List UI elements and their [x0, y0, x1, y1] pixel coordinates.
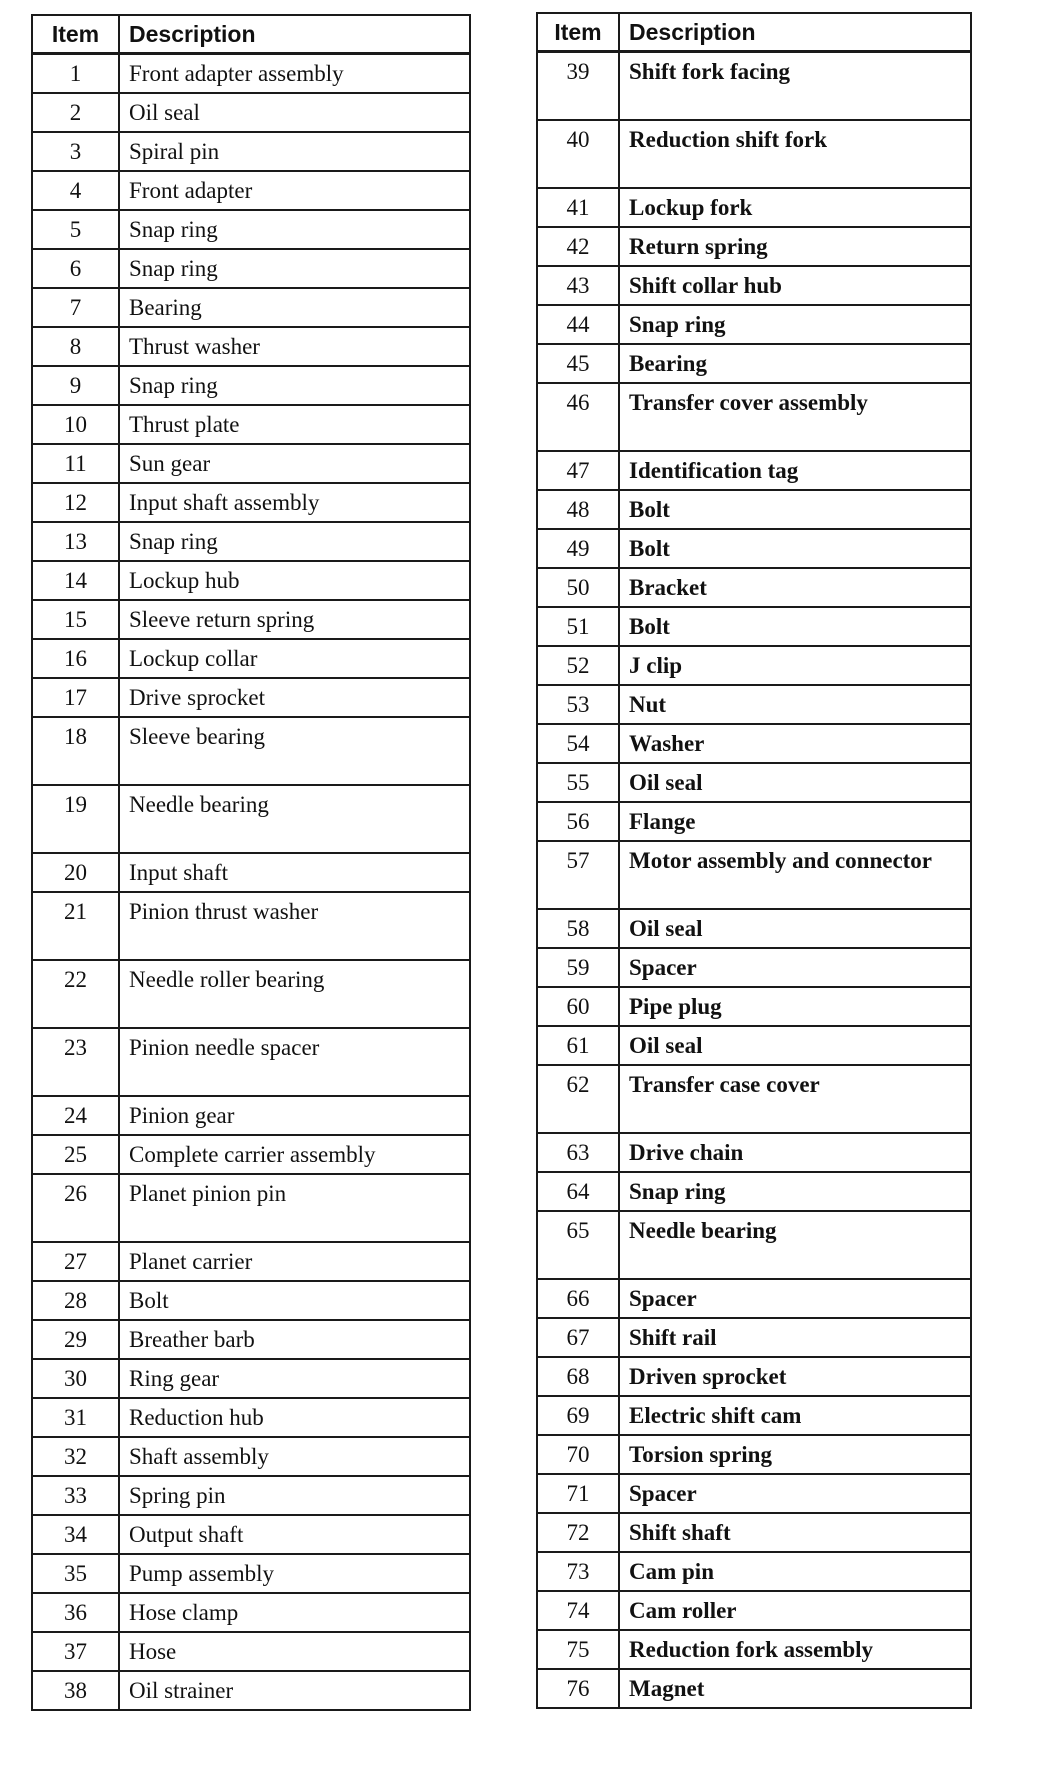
item-number: 74 [537, 1591, 619, 1630]
item-number: 22 [32, 960, 119, 1028]
parts-table-right [536, 12, 972, 1709]
item-number: 75 [537, 1630, 619, 1669]
item-description: Input shaft assembly [119, 483, 470, 522]
item-description: Transfer case cover [619, 1065, 971, 1133]
table-row [32, 483, 470, 522]
item-number: 24 [32, 1096, 119, 1135]
table-row [537, 451, 971, 490]
item-description: Oil seal [619, 763, 971, 802]
item-description: Sleeve bearing [119, 717, 470, 785]
item-number: 32 [32, 1437, 119, 1476]
item-description: Reduction fork assembly [619, 1630, 971, 1669]
item-number: 1 [32, 54, 119, 94]
item-number: 39 [537, 52, 619, 121]
table-row [32, 1242, 470, 1281]
item-number: 21 [32, 892, 119, 960]
table-row [32, 444, 470, 483]
table-row [32, 54, 470, 94]
item-number: 16 [32, 639, 119, 678]
item-number: 51 [537, 607, 619, 646]
item-description: Bracket [619, 568, 971, 607]
item-description: Oil strainer [119, 1671, 470, 1710]
table-row [32, 1632, 470, 1671]
table-row [537, 52, 971, 121]
item-number: 15 [32, 600, 119, 639]
item-number: 66 [537, 1279, 619, 1318]
item-description: Flange [619, 802, 971, 841]
item-description: Shift rail [619, 1318, 971, 1357]
item-number: 48 [537, 490, 619, 529]
table-row [537, 1211, 971, 1279]
table-row [32, 366, 470, 405]
table-row [32, 1281, 470, 1320]
item-description: Nut [619, 685, 971, 724]
item-description: Bearing [119, 288, 470, 327]
table-row [32, 1476, 470, 1515]
table-row [537, 1279, 971, 1318]
item-description: Thrust washer [119, 327, 470, 366]
item-number: 62 [537, 1065, 619, 1133]
parts-list-left [32, 54, 470, 1711]
table-row [32, 93, 470, 132]
item-number: 73 [537, 1552, 619, 1591]
item-description: Sun gear [119, 444, 470, 483]
item-description: Snap ring [619, 1172, 971, 1211]
item-number: 26 [32, 1174, 119, 1242]
item-description: Planet pinion pin [119, 1174, 470, 1242]
table-header-row [32, 15, 470, 54]
item-number: 20 [32, 853, 119, 892]
table-row [32, 1671, 470, 1710]
item-number: 27 [32, 1242, 119, 1281]
table-row [32, 132, 470, 171]
item-number: 10 [32, 405, 119, 444]
item-number: 57 [537, 841, 619, 909]
item-description: Front adapter [119, 171, 470, 210]
table-row [32, 785, 470, 853]
table-row [32, 678, 470, 717]
item-description: Snap ring [119, 210, 470, 249]
item-number: 8 [32, 327, 119, 366]
item-number: 13 [32, 522, 119, 561]
table-row [537, 1065, 971, 1133]
item-number: 49 [537, 529, 619, 568]
item-description: Shift shaft [619, 1513, 971, 1552]
table-row [537, 685, 971, 724]
item-number: 11 [32, 444, 119, 483]
table-row [32, 249, 470, 288]
table-row [537, 344, 971, 383]
item-description: Pinion needle spacer [119, 1028, 470, 1096]
item-description: Transfer cover assembly [619, 383, 971, 451]
item-description: Return spring [619, 227, 971, 266]
item-number: 5 [32, 210, 119, 249]
item-number: 43 [537, 266, 619, 305]
item-number: 12 [32, 483, 119, 522]
item-description: Shaft assembly [119, 1437, 470, 1476]
item-number: 31 [32, 1398, 119, 1437]
item-description: Needle bearing [119, 785, 470, 853]
item-number: 54 [537, 724, 619, 763]
item-number: 59 [537, 948, 619, 987]
item-description: Bolt [619, 529, 971, 568]
table-row [537, 1591, 971, 1630]
item-description: Reduction hub [119, 1398, 470, 1437]
item-description: Spiral pin [119, 132, 470, 171]
table-row [32, 853, 470, 892]
table-row [32, 1398, 470, 1437]
item-number: 47 [537, 451, 619, 490]
item-number: 14 [32, 561, 119, 600]
item-number: 36 [32, 1593, 119, 1632]
item-number: 71 [537, 1474, 619, 1513]
item-description: Oil seal [619, 909, 971, 948]
item-description: Needle bearing [619, 1211, 971, 1279]
item-description: Snap ring [619, 305, 971, 344]
table-row [32, 639, 470, 678]
parts-table-left [31, 14, 471, 1711]
table-header-row [537, 13, 971, 52]
item-description: Reduction shift fork [619, 120, 971, 188]
item-description: Drive chain [619, 1133, 971, 1172]
item-description: Breather barb [119, 1320, 470, 1359]
table-row [32, 1135, 470, 1174]
item-number: 37 [32, 1632, 119, 1671]
item-description: Washer [619, 724, 971, 763]
table-row [537, 802, 971, 841]
item-description: Input shaft [119, 853, 470, 892]
item-description: Hose clamp [119, 1593, 470, 1632]
item-description: Spacer [619, 948, 971, 987]
column-header-item: Item [537, 13, 619, 52]
item-description: Output shaft [119, 1515, 470, 1554]
item-description: Motor assembly and connector [619, 841, 971, 909]
item-number: 25 [32, 1135, 119, 1174]
table-row [32, 1437, 470, 1476]
item-description: Sleeve return spring [119, 600, 470, 639]
table-row [537, 1172, 971, 1211]
item-description: Planet carrier [119, 1242, 470, 1281]
table-row [537, 1133, 971, 1172]
item-number: 2 [32, 93, 119, 132]
table-row [32, 1096, 470, 1135]
table-row [537, 227, 971, 266]
column-header-item: Item [32, 15, 119, 54]
item-description: Shift fork facing [619, 52, 971, 121]
item-description: Lockup collar [119, 639, 470, 678]
table-row [32, 171, 470, 210]
table-row [537, 383, 971, 451]
item-number: 6 [32, 249, 119, 288]
column-header-description: Description [619, 13, 971, 52]
item-number: 9 [32, 366, 119, 405]
item-number: 70 [537, 1435, 619, 1474]
item-number: 60 [537, 987, 619, 1026]
item-number: 69 [537, 1396, 619, 1435]
item-description: Ring gear [119, 1359, 470, 1398]
item-description: Thrust plate [119, 405, 470, 444]
table-row [537, 724, 971, 763]
table-row [537, 568, 971, 607]
item-number: 34 [32, 1515, 119, 1554]
item-description: Pinion gear [119, 1096, 470, 1135]
table-row [537, 1396, 971, 1435]
table-row [32, 1359, 470, 1398]
item-description: Driven sprocket [619, 1357, 971, 1396]
table-row [32, 600, 470, 639]
table-row [537, 987, 971, 1026]
table-row [537, 841, 971, 909]
item-description: Electric shift cam [619, 1396, 971, 1435]
table-row [537, 607, 971, 646]
item-number: 17 [32, 678, 119, 717]
item-number: 38 [32, 1671, 119, 1710]
table-row [537, 1026, 971, 1065]
item-description: Lockup fork [619, 188, 971, 227]
item-number: 55 [537, 763, 619, 802]
item-number: 29 [32, 1320, 119, 1359]
table-row [32, 960, 470, 1028]
item-number: 58 [537, 909, 619, 948]
item-description: Spacer [619, 1474, 971, 1513]
item-description: Spacer [619, 1279, 971, 1318]
item-number: 18 [32, 717, 119, 785]
item-description: Pinion thrust washer [119, 892, 470, 960]
item-description: Drive sprocket [119, 678, 470, 717]
table-row [537, 1630, 971, 1669]
item-number: 40 [537, 120, 619, 188]
table-row [537, 1435, 971, 1474]
item-description: Snap ring [119, 249, 470, 288]
item-number: 67 [537, 1318, 619, 1357]
item-number: 3 [32, 132, 119, 171]
table-row [32, 210, 470, 249]
item-description: Needle roller bearing [119, 960, 470, 1028]
table-row [537, 763, 971, 802]
item-description: Cam pin [619, 1552, 971, 1591]
table-row [537, 305, 971, 344]
table-row [537, 909, 971, 948]
item-description: Cam roller [619, 1591, 971, 1630]
item-number: 65 [537, 1211, 619, 1279]
item-number: 7 [32, 288, 119, 327]
table-row [537, 1474, 971, 1513]
table-row [32, 1174, 470, 1242]
item-description: Snap ring [119, 522, 470, 561]
item-description: Bolt [619, 490, 971, 529]
item-description: Oil seal [119, 93, 470, 132]
item-description: Hose [119, 1632, 470, 1671]
item-description: Magnet [619, 1669, 971, 1708]
item-description: Lockup hub [119, 561, 470, 600]
table-row [32, 1515, 470, 1554]
item-description: Bolt [619, 607, 971, 646]
item-number: 41 [537, 188, 619, 227]
item-number: 30 [32, 1359, 119, 1398]
table-row [537, 266, 971, 305]
item-description: Torsion spring [619, 1435, 971, 1474]
table-row [537, 948, 971, 987]
table-row [537, 1357, 971, 1396]
item-number: 72 [537, 1513, 619, 1552]
item-description: Oil seal [619, 1026, 971, 1065]
item-number: 46 [537, 383, 619, 451]
item-number: 63 [537, 1133, 619, 1172]
item-number: 45 [537, 344, 619, 383]
table-row [32, 1593, 470, 1632]
item-number: 28 [32, 1281, 119, 1320]
table-row [32, 892, 470, 960]
item-number: 23 [32, 1028, 119, 1096]
table-row [32, 1554, 470, 1593]
item-number: 33 [32, 1476, 119, 1515]
table-row [32, 405, 470, 444]
table-row [537, 490, 971, 529]
item-number: 64 [537, 1172, 619, 1211]
item-description: Identification tag [619, 451, 971, 490]
item-description: Spring pin [119, 1476, 470, 1515]
item-number: 56 [537, 802, 619, 841]
item-number: 35 [32, 1554, 119, 1593]
table-row [537, 1669, 971, 1708]
item-description: Complete carrier assembly [119, 1135, 470, 1174]
table-row [32, 717, 470, 785]
item-description: Bearing [619, 344, 971, 383]
table-row [537, 1318, 971, 1357]
table-row [537, 529, 971, 568]
item-number: 76 [537, 1669, 619, 1708]
item-number: 68 [537, 1357, 619, 1396]
item-description: Front adapter assembly [119, 54, 470, 94]
item-number: 52 [537, 646, 619, 685]
table-row [32, 1028, 470, 1096]
table-row [537, 120, 971, 188]
table-row [32, 561, 470, 600]
item-number: 4 [32, 171, 119, 210]
table-row [32, 327, 470, 366]
item-description: J clip [619, 646, 971, 685]
column-header-description: Description [119, 15, 470, 54]
item-number: 61 [537, 1026, 619, 1065]
table-row [32, 288, 470, 327]
table-row [32, 522, 470, 561]
item-number: 44 [537, 305, 619, 344]
item-description: Bolt [119, 1281, 470, 1320]
item-description: Snap ring [119, 366, 470, 405]
item-number: 42 [537, 227, 619, 266]
parts-list-right [537, 52, 971, 1709]
item-description: Pipe plug [619, 987, 971, 1026]
item-number: 19 [32, 785, 119, 853]
table-row [32, 1320, 470, 1359]
table-row [537, 188, 971, 227]
item-number: 50 [537, 568, 619, 607]
item-number: 53 [537, 685, 619, 724]
item-description: Pump assembly [119, 1554, 470, 1593]
table-row [537, 646, 971, 685]
table-row [537, 1513, 971, 1552]
table-row [537, 1552, 971, 1591]
item-description: Shift collar hub [619, 266, 971, 305]
